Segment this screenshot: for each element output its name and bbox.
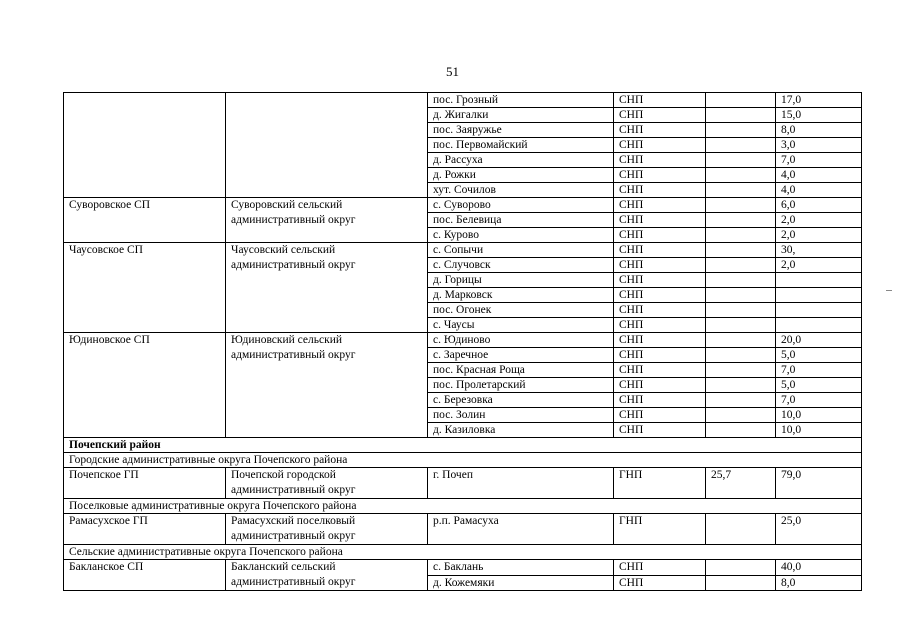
- type-cell: СНП: [614, 288, 706, 303]
- locality-cell: д. Казиловка: [428, 423, 614, 438]
- locality-cell: пос. Белевица: [428, 213, 614, 228]
- section-row: [64, 499, 862, 514]
- locality-cell: пос. Золин: [428, 408, 614, 423]
- value-cell: 7,0: [776, 153, 862, 168]
- locality-cell: с. Березовка: [428, 393, 614, 408]
- district-cell: Суворовский сельский административный округ: [226, 198, 428, 243]
- area-cell: [706, 333, 776, 348]
- area-cell: [706, 408, 776, 423]
- type-cell: СНП: [614, 258, 706, 273]
- value-cell: 17,0: [776, 93, 862, 108]
- locality-cell: пос. Красная Роща: [428, 363, 614, 378]
- area-cell: [706, 348, 776, 363]
- table-row: [64, 198, 862, 213]
- type-cell: СНП: [614, 393, 706, 408]
- type-cell: СНП: [614, 228, 706, 243]
- settlement-name-cell: Бакланское СП: [64, 560, 226, 591]
- locality-cell: пос. Пролетарский: [428, 378, 614, 393]
- value-cell: 25,0: [776, 514, 862, 545]
- locality-cell: д. Марковск: [428, 288, 614, 303]
- area-cell: [706, 423, 776, 438]
- type-cell: ГНП: [614, 468, 706, 499]
- district-cell: Бакланский сельский административный округ: [226, 560, 428, 591]
- type-cell: СНП: [614, 108, 706, 123]
- locality-cell: с. Сопычи: [428, 243, 614, 258]
- district-heading: Почепский район: [64, 438, 862, 453]
- value-cell: 8,0: [776, 123, 862, 138]
- settlement-name-cell: [64, 93, 226, 198]
- page-number: 51: [446, 64, 459, 79]
- settlement-name-cell: Рамасухское ГП: [64, 514, 226, 545]
- locality-cell: пос. Огонек: [428, 303, 614, 318]
- type-cell: СНП: [614, 93, 706, 108]
- area-cell: [706, 363, 776, 378]
- type-cell: СНП: [614, 198, 706, 213]
- value-cell: 79,0: [776, 468, 862, 499]
- district-cell: Рамасухский поселковый административный округ: [226, 514, 428, 545]
- value-cell: 15,0: [776, 108, 862, 123]
- value-cell: 20,0: [776, 333, 862, 348]
- district-cell: Юдиновский сельский административный округ: [226, 333, 428, 438]
- type-cell: СНП: [614, 363, 706, 378]
- locality-cell: д. Рассуха: [428, 153, 614, 168]
- table-row: [64, 243, 862, 258]
- type-cell: СНП: [614, 333, 706, 348]
- area-cell: [706, 168, 776, 183]
- type-cell: СНП: [614, 575, 706, 591]
- value-cell: 2,0: [776, 228, 862, 243]
- locality-cell: с. Суворово: [428, 198, 614, 213]
- value-cell: [776, 318, 862, 333]
- value-cell: [776, 303, 862, 318]
- locality-cell: хут. Сочилов: [428, 183, 614, 198]
- value-cell: 4,0: [776, 183, 862, 198]
- type-cell: СНП: [614, 153, 706, 168]
- locality-cell: с. Курово: [428, 228, 614, 243]
- district-cell: Чаусовский сельский административный округ: [226, 243, 428, 333]
- value-cell: 40,0: [776, 560, 862, 576]
- area-cell: [706, 288, 776, 303]
- settlement-name-cell: Почепское ГП: [64, 468, 226, 499]
- area-cell: [706, 378, 776, 393]
- type-cell: СНП: [614, 423, 706, 438]
- locality-cell: с. Заречное: [428, 348, 614, 363]
- locality-cell: пос. Заяружье: [428, 123, 614, 138]
- value-cell: 4,0: [776, 168, 862, 183]
- area-cell: [706, 273, 776, 288]
- table-row: [64, 468, 862, 499]
- locality-cell: с. Баклань: [428, 560, 614, 576]
- margin-mark: [886, 290, 892, 291]
- value-cell: 30,: [776, 243, 862, 258]
- district-cell: [226, 93, 428, 198]
- value-cell: [776, 288, 862, 303]
- type-cell: СНП: [614, 168, 706, 183]
- type-cell: СНП: [614, 213, 706, 228]
- type-cell: СНП: [614, 138, 706, 153]
- type-cell: СНП: [614, 183, 706, 198]
- locality-cell: с. Чаусы: [428, 318, 614, 333]
- locality-cell: д. Горицы: [428, 273, 614, 288]
- table-row: [64, 93, 862, 108]
- district-cell: Почепской городской административный округ: [226, 468, 428, 499]
- value-cell: 5,0: [776, 378, 862, 393]
- value-cell: 7,0: [776, 363, 862, 378]
- area-cell: [706, 318, 776, 333]
- type-cell: СНП: [614, 303, 706, 318]
- area-cell: [706, 243, 776, 258]
- area-cell: [706, 575, 776, 591]
- value-cell: 10,0: [776, 408, 862, 423]
- area-cell: [706, 153, 776, 168]
- settlement-name-cell: Юдиновское СП: [64, 333, 226, 438]
- value-cell: 7,0: [776, 393, 862, 408]
- value-cell: 5,0: [776, 348, 862, 363]
- type-cell: СНП: [614, 273, 706, 288]
- type-cell: СНП: [614, 378, 706, 393]
- type-cell: ГНП: [614, 514, 706, 545]
- area-cell: [706, 123, 776, 138]
- area-cell: [706, 93, 776, 108]
- value-cell: 10,0: [776, 423, 862, 438]
- area-cell: [706, 198, 776, 213]
- type-cell: СНП: [614, 123, 706, 138]
- table-row: [64, 560, 862, 576]
- area-cell: [706, 258, 776, 273]
- area-cell: [706, 303, 776, 318]
- section-heading: Сельские административные округа Почепского района: [64, 545, 862, 560]
- area-cell: [706, 138, 776, 153]
- locality-cell: д. Кожемяки: [428, 575, 614, 591]
- type-cell: СНП: [614, 348, 706, 363]
- locality-cell: пос. Грозный: [428, 93, 614, 108]
- table-row: [64, 514, 862, 545]
- value-cell: [776, 273, 862, 288]
- area-cell: [706, 108, 776, 123]
- locality-cell: с. Юдиново: [428, 333, 614, 348]
- section-row: [64, 545, 862, 560]
- area-cell: 25,7: [706, 468, 776, 499]
- area-cell: [706, 514, 776, 545]
- value-cell: 2,0: [776, 213, 862, 228]
- district-heading-row: [64, 438, 862, 453]
- area-cell: [706, 560, 776, 576]
- settlements-table: [63, 92, 862, 591]
- locality-cell: д. Рожки: [428, 168, 614, 183]
- locality-cell: г. Почеп: [428, 468, 614, 499]
- value-cell: 6,0: [776, 198, 862, 213]
- section-heading: Городские административные округа Почепского района: [64, 453, 862, 468]
- value-cell: 3,0: [776, 138, 862, 153]
- area-cell: [706, 393, 776, 408]
- section-heading: Поселковые административные округа Почепского района: [64, 499, 862, 514]
- value-cell: 2,0: [776, 258, 862, 273]
- area-cell: [706, 213, 776, 228]
- locality-cell: с. Случовск: [428, 258, 614, 273]
- area-cell: [706, 183, 776, 198]
- settlement-name-cell: Чаусовское СП: [64, 243, 226, 333]
- table-row: [64, 333, 862, 348]
- section-row: [64, 453, 862, 468]
- type-cell: СНП: [614, 560, 706, 576]
- type-cell: СНП: [614, 318, 706, 333]
- type-cell: СНП: [614, 243, 706, 258]
- settlement-name-cell: Суворовское СП: [64, 198, 226, 243]
- locality-cell: р.п. Рамасуха: [428, 514, 614, 545]
- locality-cell: д. Жигалки: [428, 108, 614, 123]
- type-cell: СНП: [614, 408, 706, 423]
- area-cell: [706, 228, 776, 243]
- locality-cell: пос. Первомайский: [428, 138, 614, 153]
- value-cell: 8,0: [776, 575, 862, 591]
